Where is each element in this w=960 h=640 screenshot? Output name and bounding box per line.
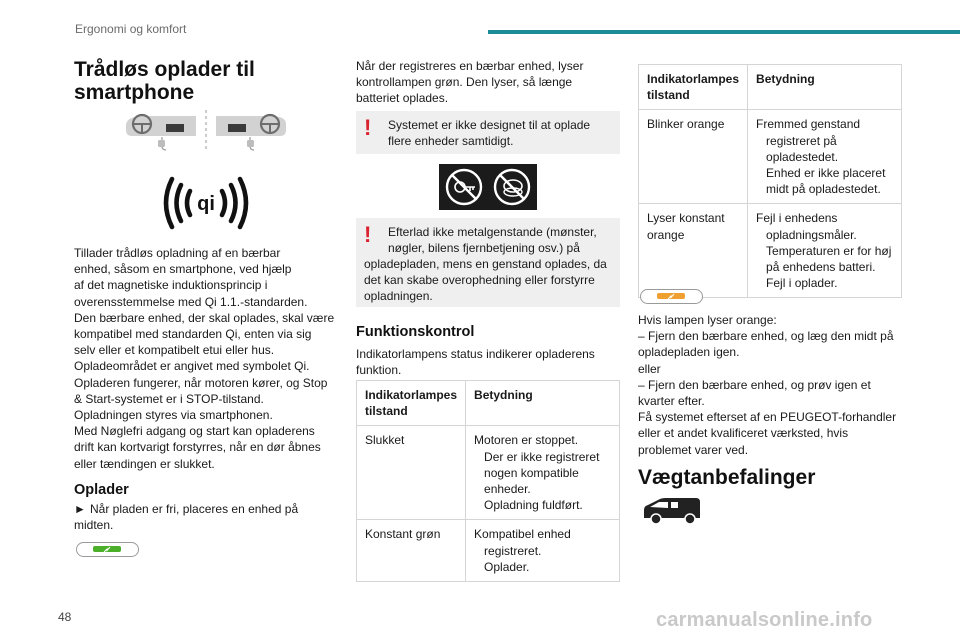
- oplader-line2: midten.: [74, 518, 114, 533]
- instruction-line: kvarter efter.: [638, 394, 705, 409]
- instruction-line: – Fjern den bærbare enhed, og læg den midt på: [638, 329, 894, 344]
- dashboard-location-illustration: [124, 110, 288, 152]
- watermark: carmanualsonline.info: [656, 609, 873, 631]
- section-header: Ergonomi og komfort: [75, 22, 187, 36]
- table-row: [639, 204, 902, 298]
- intro-line: kompatibel med standarden Qi, enten via sig: [74, 327, 312, 342]
- table-header-cell: Indikatorlampes tilstand: [357, 381, 466, 426]
- oplader-heading: Oplader: [74, 482, 129, 498]
- page-title-line1: Trådløs oplader til: [74, 58, 255, 81]
- table-cell-meaning: Fejl i enhedens opladningsmåler. Temperaturen er for høj på enhedens batteri. Fejl i oplader.: [748, 204, 902, 298]
- table-cell-state: Konstant grøn: [357, 520, 466, 582]
- table-header-cell: Betydning: [466, 381, 620, 426]
- oplader-line1: Når pladen er fri, placeres en enhed på: [90, 502, 299, 516]
- instruction-line: opladepladen igen.: [638, 345, 740, 360]
- instruction-line: Få systemet efterset af en PEUGEOT-forhandler: [638, 410, 897, 425]
- table-header-row: [639, 65, 902, 110]
- intro-line: Tillader trådløs opladning af en bærbar: [74, 246, 281, 260]
- table-row: [357, 426, 620, 520]
- warning-line: det kan skabe overophedning eller forstyrre: [364, 273, 595, 288]
- warning-line: nøgler, bilens fjernbetjening osv.) på: [388, 241, 580, 256]
- qi-label: qi: [197, 193, 215, 215]
- intro-line: enhed, såsom en smartphone, ved hjælp: [74, 262, 292, 277]
- table-cell-state: Lyser konstant orange: [639, 204, 748, 298]
- table-header-row: [357, 381, 620, 426]
- table-header-cell: Indikatorlampes tilstand: [639, 65, 748, 110]
- instruction-line: eller et andet kvalificeret værksted, hvis: [638, 426, 849, 441]
- detection-line: Når der registreres en bærbar enhed, lyser: [356, 59, 584, 73]
- intro-paragraph: [74, 245, 344, 472]
- instruction-line: Hvis lampen lyser orange:: [638, 313, 777, 327]
- detection-line: kontrollampen grøn. Den lyser, så længe: [356, 75, 573, 90]
- instruction-line: – Fjern den bærbare enhed, og prøv igen et: [638, 377, 871, 392]
- function-check-text: [356, 346, 622, 378]
- table-cell-meaning: Motoren er stoppet. Der er ikke registreret nogen kompatible enheder. Opladning fuldført.: [466, 426, 620, 520]
- arrow-bullet-icon: ►: [74, 502, 86, 516]
- orange-charging-lamp-icon: [640, 289, 703, 304]
- function-line: Indikatorlampens status indikerer opladerens: [356, 347, 595, 361]
- orange-lamp-instructions: [638, 312, 908, 458]
- warning-line: Systemet er ikke designet til at oplade: [388, 118, 591, 132]
- table-cell-state: Blinker orange: [639, 110, 748, 204]
- intro-line: selv eller et kompatibelt etui eller hus.: [74, 343, 275, 358]
- intro-line: Med Nøglefri adgang og start kan opladerens: [74, 424, 315, 439]
- table-header-cell: Betydning: [748, 65, 902, 110]
- indicator-table-1: [356, 380, 620, 582]
- warning-line: opladningen.: [364, 289, 433, 304]
- weight-heading: Vægtanbefalinger: [638, 466, 816, 489]
- intro-line: eller tændingen er slukket.: [74, 456, 215, 471]
- page-number: 48: [58, 610, 72, 624]
- table-row: [639, 110, 902, 204]
- intro-line: Opladningen styres via smartphonen.: [74, 408, 273, 423]
- intro-line: af det magnetiske induktionsprincip i: [74, 278, 268, 293]
- function-check-heading: Funktionskontrol: [356, 324, 475, 340]
- indicator-table-2: [638, 64, 902, 298]
- instruction-line: eller: [638, 361, 661, 376]
- intro-line: Opladeområdet er angivet med symbolet Qi.: [74, 359, 310, 374]
- no-metal-objects-icon: [439, 164, 537, 210]
- green-charging-lamp-icon: [76, 542, 139, 557]
- intro-line: Den bærbare enhed, der skal oplades, skal være: [74, 310, 335, 325]
- page-title-line2: smartphone: [74, 81, 195, 104]
- oplader-instruction: [74, 501, 344, 533]
- table-cell-meaning: Fremmed genstand registreret på opladestedet. Enhed er ikke placeret midt på opladestedet.: [748, 110, 902, 204]
- warning-box-metal-objects: [356, 218, 620, 307]
- detection-line: batteriet oplades.: [356, 91, 449, 106]
- warning-box-multiple-devices: [356, 111, 620, 154]
- header-accent-bar: [488, 30, 960, 34]
- qi-wireless-icon: [160, 174, 252, 232]
- table-row: [357, 520, 620, 582]
- table-cell-meaning: Kompatibel enhed registreret. Oplader.: [466, 520, 620, 582]
- page-title: [74, 58, 255, 104]
- warning-line: opladepladen, mens en genstand oplades, da: [364, 257, 607, 271]
- warning-line: flere enheder samtidigt.: [388, 134, 514, 149]
- instruction-line: problemet varer ved.: [638, 442, 749, 457]
- warning-line: Efterlad ikke metalgenstande (mønster,: [388, 225, 597, 239]
- intro-line: & Start-systemet er i STOP-tilstand.: [74, 391, 264, 406]
- intro-line: Opladeren fungerer, når motoren kører, og Stop: [74, 375, 328, 390]
- function-line: funktion.: [356, 363, 402, 378]
- van-icon: [640, 496, 704, 526]
- warning-exclamation-icon: !: [364, 115, 372, 140]
- intro-line: overensstemmelse med Qi 1.1.-standarden.: [74, 294, 308, 309]
- table-cell-state: Slukket: [357, 426, 466, 520]
- intro-line: drift kan kortvarigt forstyrres, når en dør åbnes: [74, 440, 321, 455]
- warning-exclamation-icon: !: [364, 222, 372, 247]
- detection-paragraph: [356, 58, 622, 107]
